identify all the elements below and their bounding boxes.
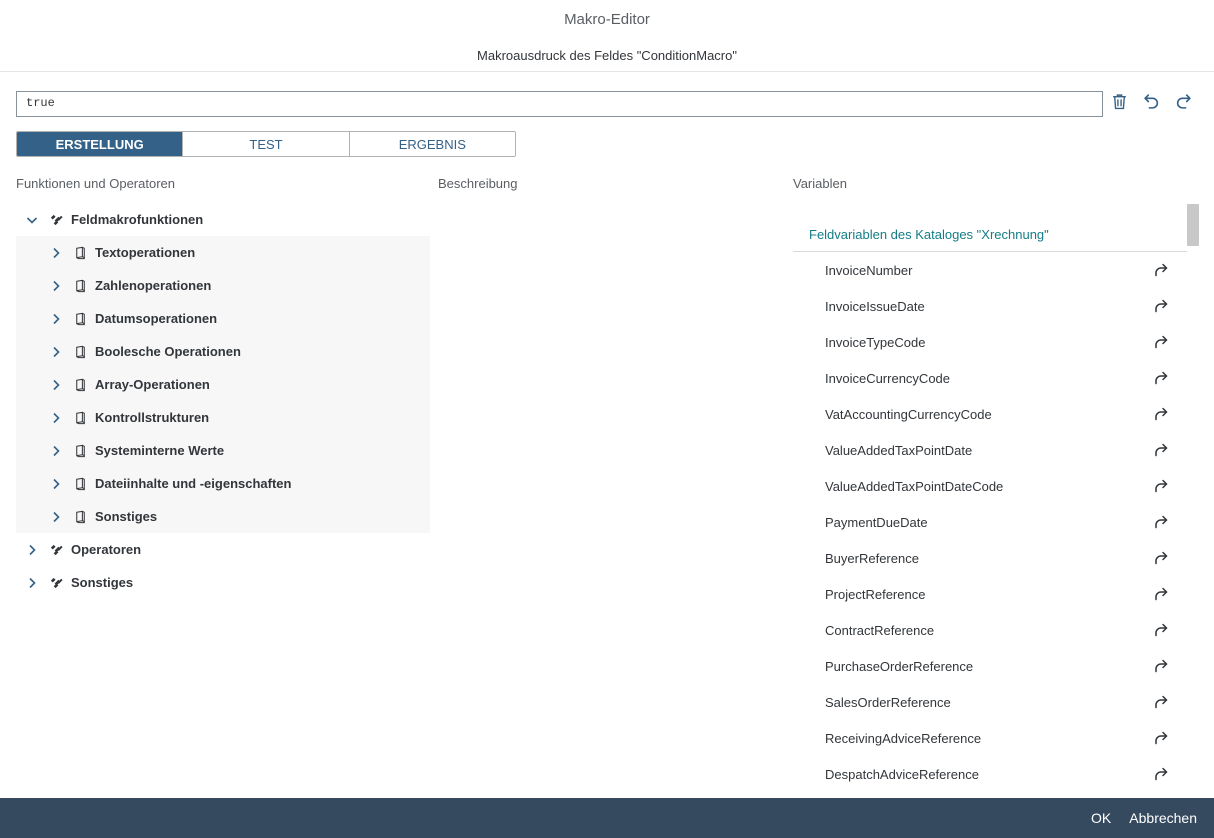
ok-button[interactable]: OK xyxy=(1091,810,1112,826)
variable-name: InvoiceNumber xyxy=(825,262,913,278)
book-icon xyxy=(72,410,88,426)
tree-node-sonstiges-sub[interactable] xyxy=(16,500,430,533)
insert-arrow-icon[interactable] xyxy=(1153,730,1169,746)
tree-node-array-operationen[interactable] xyxy=(16,368,430,401)
delete-button[interactable] xyxy=(1107,92,1131,116)
variable-item[interactable] xyxy=(793,288,1187,324)
insert-arrow-icon[interactable] xyxy=(1153,586,1169,602)
tree-node-dateiinhalte[interactable] xyxy=(16,467,430,500)
variable-group-header[interactable]: Feldvariablen des Kataloges "Xrechnung" xyxy=(793,218,1187,252)
tree-node-sonstiges[interactable] xyxy=(16,566,430,599)
variable-name: InvoiceTypeCode xyxy=(825,334,926,350)
variable-item[interactable] xyxy=(793,252,1187,288)
variable-item[interactable] xyxy=(793,684,1187,720)
book-icon xyxy=(72,509,88,525)
tree-node-zahlenoperationen[interactable] xyxy=(16,269,430,302)
tree-node-feldmakrofunktionen[interactable] xyxy=(16,203,430,236)
header-divider xyxy=(0,71,1214,72)
book-icon xyxy=(72,344,88,360)
insert-arrow-icon[interactable] xyxy=(1153,658,1169,674)
description-heading: Beschreibung xyxy=(438,176,518,191)
chevron-right-icon[interactable] xyxy=(50,247,62,259)
variable-name: ContractReference xyxy=(825,622,935,638)
book-icon xyxy=(72,443,88,459)
variable-item[interactable] xyxy=(793,468,1187,504)
expression-input[interactable]: true xyxy=(16,91,1103,117)
tree-node-label: Boolesche Operationen xyxy=(95,344,241,359)
tree-node-kontrollstrukturen[interactable] xyxy=(16,401,430,434)
insert-arrow-icon[interactable] xyxy=(1153,694,1169,710)
tree-node-label: Sonstiges xyxy=(71,575,134,590)
variables-scrollbar[interactable] xyxy=(1187,204,1199,798)
dialog-subtitle: Makroausdruck des Feldes "ConditionMacro" xyxy=(477,48,737,63)
tree-node-boolesche-operationen[interactable] xyxy=(16,335,430,368)
chevron-right-icon[interactable] xyxy=(50,313,62,325)
tree-node-label: Kontrollstrukturen xyxy=(95,410,210,425)
tree-node-label: Zahlenoperationen xyxy=(95,278,212,293)
tree-node-label: Array-Operationen xyxy=(95,377,210,392)
function-group-icon xyxy=(48,575,64,591)
function-group-icon xyxy=(48,542,64,558)
tree-node-label: Sonstiges xyxy=(95,509,158,524)
book-icon xyxy=(72,476,88,492)
chevron-right-icon[interactable] xyxy=(50,478,62,490)
functions-heading: Funktionen und Operatoren xyxy=(16,176,175,191)
variables-scrollbar-thumb[interactable] xyxy=(1187,204,1199,246)
variable-name: ValueAddedTaxPointDateCode xyxy=(825,478,1004,494)
variable-item[interactable] xyxy=(793,720,1187,756)
redo-button[interactable] xyxy=(1171,92,1195,116)
variable-item[interactable] xyxy=(793,504,1187,540)
variables-list xyxy=(793,218,1187,798)
chevron-right-icon[interactable] xyxy=(50,280,62,292)
insert-arrow-icon[interactable] xyxy=(1153,334,1169,350)
tree-node-label: Dateiinhalte und -eigenschaften xyxy=(95,476,292,491)
variable-item[interactable] xyxy=(793,756,1187,792)
cancel-button[interactable]: Abbrechen xyxy=(1129,810,1197,826)
variable-name: SalesOrderReference xyxy=(825,694,951,710)
tree-node-label: Operatoren xyxy=(71,542,142,557)
chevron-right-icon[interactable] xyxy=(26,577,38,589)
functions-tree xyxy=(16,203,430,599)
tree-node-label: Textoperationen xyxy=(95,245,196,260)
tree-node-systeminterne-werte[interactable] xyxy=(16,434,430,467)
undo-button[interactable] xyxy=(1139,92,1163,116)
tree-node-operatoren[interactable] xyxy=(16,533,430,566)
tree-node-label: Systeminterne Werte xyxy=(95,443,225,458)
variable-item[interactable] xyxy=(793,648,1187,684)
chevron-right-icon[interactable] xyxy=(50,445,62,457)
redo-icon xyxy=(1175,93,1192,115)
book-icon xyxy=(72,245,88,261)
tab-erstellung[interactable]: ERSTELLUNG xyxy=(17,132,183,156)
insert-arrow-icon[interactable] xyxy=(1153,478,1169,494)
variable-name: DespatchAdviceReference xyxy=(825,766,979,782)
variable-name: PurchaseOrderReference xyxy=(825,658,974,674)
variable-name: PaymentDueDate xyxy=(825,514,928,530)
variables-heading: Variablen xyxy=(793,176,847,191)
insert-arrow-icon[interactable] xyxy=(1153,550,1169,566)
variable-item[interactable] xyxy=(793,576,1187,612)
trash-icon xyxy=(1111,93,1128,115)
variable-name: InvoiceIssueDate xyxy=(825,298,925,314)
undo-icon xyxy=(1143,93,1160,115)
chevron-right-icon[interactable] xyxy=(50,412,62,424)
tree-node-datumsoperationen[interactable] xyxy=(16,302,430,335)
variable-item[interactable] xyxy=(793,432,1187,468)
insert-arrow-icon[interactable] xyxy=(1153,262,1169,278)
variable-item[interactable] xyxy=(793,540,1187,576)
insert-arrow-icon[interactable] xyxy=(1153,514,1169,530)
insert-arrow-icon[interactable] xyxy=(1153,622,1169,638)
variable-item[interactable] xyxy=(793,396,1187,432)
book-icon xyxy=(72,311,88,327)
chevron-right-icon[interactable] xyxy=(50,511,62,523)
tree-node-textoperationen[interactable] xyxy=(16,236,430,269)
insert-arrow-icon[interactable] xyxy=(1153,406,1169,422)
dialog-footer xyxy=(0,798,1214,838)
tab-test[interactable]: TEST xyxy=(183,132,349,156)
chevron-right-icon[interactable] xyxy=(50,379,62,391)
variable-name: VatAccountingCurrencyCode xyxy=(825,406,992,422)
tab-ergebnis[interactable]: ERGEBNIS xyxy=(350,132,515,156)
tree-node-label: Feldmakrofunktionen xyxy=(71,212,204,227)
tree-children xyxy=(16,236,430,533)
chevron-down-icon[interactable] xyxy=(26,214,38,226)
variable-name: ValueAddedTaxPointDate xyxy=(825,442,973,458)
book-icon xyxy=(72,377,88,393)
chevron-right-icon[interactable] xyxy=(26,544,38,556)
book-icon xyxy=(72,278,88,294)
function-group-icon xyxy=(48,212,64,228)
chevron-right-icon[interactable] xyxy=(50,346,62,358)
variable-item[interactable] xyxy=(793,360,1187,396)
tree-node-label: Datumsoperationen xyxy=(95,311,218,326)
variable-item[interactable] xyxy=(793,612,1187,648)
variable-item[interactable] xyxy=(793,324,1187,360)
variable-name: ProjectReference xyxy=(825,586,926,602)
variable-name: InvoiceCurrencyCode xyxy=(825,370,951,386)
insert-arrow-icon[interactable] xyxy=(1153,370,1169,386)
mode-segmented-button xyxy=(16,131,516,157)
variable-name: ReceivingAdviceReference xyxy=(825,730,982,746)
insert-arrow-icon[interactable] xyxy=(1153,766,1169,782)
dialog-title: Makro-Editor xyxy=(564,11,650,28)
insert-arrow-icon[interactable] xyxy=(1153,298,1169,314)
insert-arrow-icon[interactable] xyxy=(1153,442,1169,458)
variable-name: BuyerReference xyxy=(825,550,919,566)
